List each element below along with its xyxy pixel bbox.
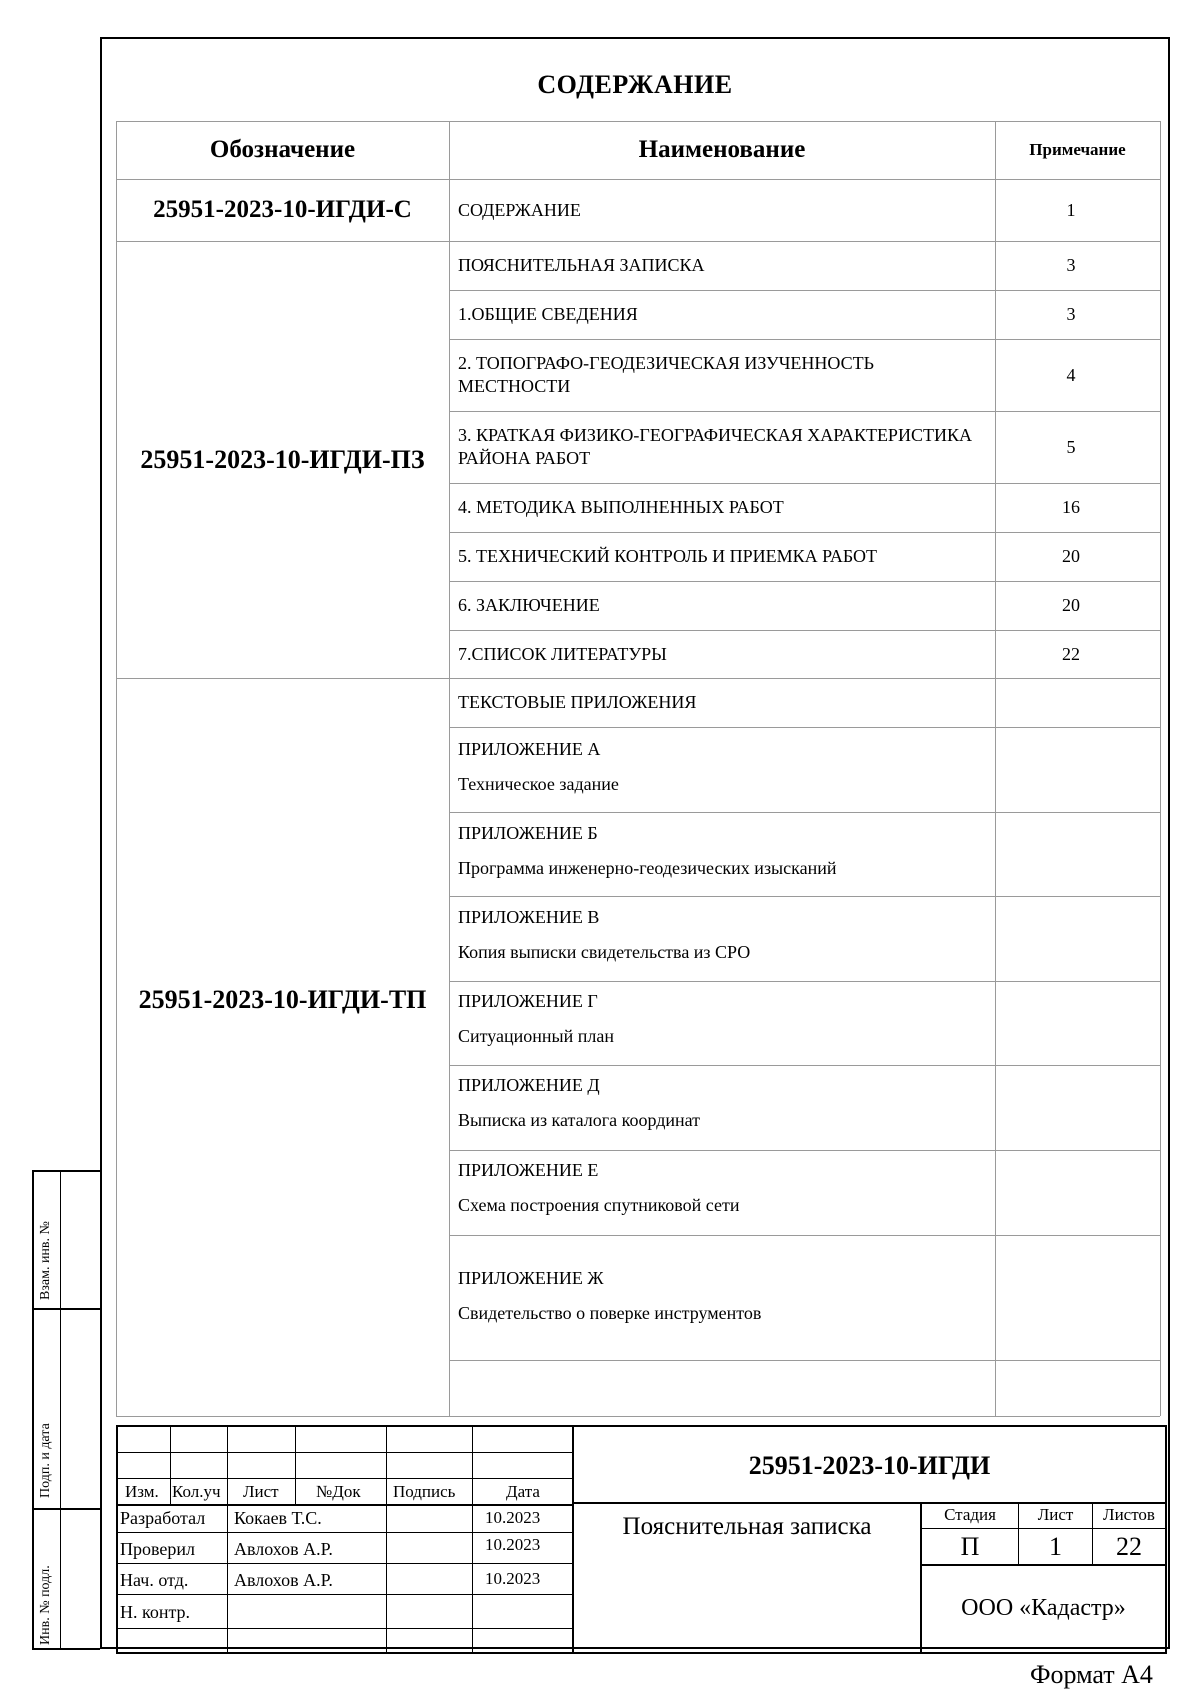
row-separator [449, 1150, 1160, 1151]
appendix-title: ПРИЛОЖЕНИЕ Г [458, 991, 598, 1011]
stamp-border-right [1165, 1425, 1167, 1654]
stamp-line [116, 1563, 574, 1564]
section-name: 2. ТОПОГРАФО-ГЕОДЕЗИЧЕСКАЯ ИЗУЧЕННОСТЬ МЕСТНОСТИ [458, 353, 874, 396]
section-name: ПОЯСНИТЕЛЬНАЯ ЗАПИСКА [458, 255, 705, 275]
stamp-line [920, 1564, 1167, 1566]
stamp-line [116, 1594, 574, 1595]
side-strip-line [32, 1170, 34, 1650]
stamp-date: 10.2023 [485, 1535, 541, 1554]
page-number: 3 [1066, 255, 1076, 275]
stamp-line [170, 1425, 171, 1505]
section-name: 4. МЕТОДИКА ВЫПОЛНЕННЫХ РАБОТ [458, 497, 784, 517]
stamp-line [116, 1452, 574, 1453]
page-number: 20 [1062, 546, 1080, 566]
stamp-line [116, 1504, 574, 1506]
appendix-title: ПРИЛОЖЕНИЕ Ж [458, 1268, 604, 1288]
side-label-inv-orig: Инв. № подл. [38, 1565, 53, 1645]
section-name: 5. ТЕХНИЧЕСКИЙ КОНТРОЛЬ И ПРИЕМКА РАБОТ [458, 546, 878, 566]
row-separator [449, 981, 1160, 982]
stamp-border-top [116, 1425, 1167, 1427]
designation-code: 25951-2023-10-ИГДИ-С [153, 196, 412, 223]
appendix-subtitle: Свидетельство о поверке инструментов [458, 1303, 762, 1323]
column-header-name: Наименование [638, 136, 806, 163]
section-name: СОДЕРЖАНИЕ [458, 199, 581, 220]
section-name: 6. ЗАКЛЮЧЕНИЕ [458, 595, 600, 615]
side-strip-line [60, 1170, 61, 1650]
stamp-header-date: Дата [506, 1482, 540, 1501]
stamp-person: Кокаев Т.С. [234, 1508, 322, 1528]
stamp-header-doc: №Док [316, 1482, 361, 1501]
stamp-line [572, 1502, 1167, 1504]
section-name: 1.ОБЩИЕ СВЕДЕНИЯ [458, 304, 638, 324]
stamp-sheets-label: Листов [1103, 1505, 1155, 1524]
row-separator [449, 1065, 1160, 1066]
page-number: 4 [1066, 364, 1076, 385]
format-label: Формат А4 [1030, 1660, 1153, 1689]
stamp-person: Авлохов А.Р. [234, 1539, 333, 1559]
page-number: 16 [1062, 497, 1080, 517]
section-name: 7.СПИСОК ЛИТЕРАТУРЫ [458, 644, 667, 664]
side-strip-line [32, 1308, 100, 1310]
stamp-line [920, 1528, 1167, 1529]
stamp-organization: ООО «Кадастр» [961, 1595, 1126, 1621]
stamp-stage-label: Стадия [944, 1505, 996, 1524]
appendix-title: ПРИЛОЖЕНИЕ А [458, 739, 601, 759]
stamp-line [116, 1628, 574, 1629]
stamp-header-izm: Изм. [125, 1482, 159, 1501]
stamp-person: Авлохов А.Р. [234, 1570, 333, 1590]
table-border-bottom [116, 1416, 1160, 1417]
row-separator [449, 1235, 1160, 1236]
stamp-line [116, 1532, 574, 1533]
table-divider-1 [449, 121, 450, 1416]
stamp-line [386, 1425, 387, 1654]
page-number: 20 [1062, 595, 1080, 615]
stamp-role: Нач. отд. [120, 1570, 189, 1590]
appendix-title: ПРИЛОЖЕНИЕ Е [458, 1160, 599, 1180]
stamp-stage: П [960, 1532, 980, 1561]
stamp-border-left [116, 1425, 118, 1654]
stamp-border-bottom [116, 1652, 1167, 1654]
page-number: 1 [1066, 199, 1076, 220]
designation-code: 25951-2023-10-ИГДИ-ТП [138, 985, 427, 1014]
appendix-subtitle: Программа инженерно-геодезических изысканий [458, 858, 837, 878]
appendix-title: ПРИЛОЖЕНИЕ Б [458, 823, 598, 843]
row-separator [449, 896, 1160, 897]
section-name: ТЕКСТОВЫЕ ПРИЛОЖЕНИЯ [458, 692, 697, 712]
appendix-title: ПРИЛОЖЕНИЕ В [458, 907, 600, 927]
stamp-header-sign: Подпись [393, 1482, 456, 1501]
stamp-header-list: Лист [243, 1482, 279, 1501]
page-number: 22 [1062, 644, 1080, 664]
side-label-inv-replace: Взам. инв. № [38, 1221, 53, 1300]
stamp-date: 10.2023 [485, 1569, 541, 1588]
stamp-header-kol: Кол.уч [172, 1482, 221, 1501]
stamp-sheet: 1 [1049, 1532, 1062, 1561]
side-label-sign-date: Подп. и дата [38, 1423, 53, 1498]
row-separator [449, 727, 1160, 728]
appendix-title: ПРИЛОЖЕНИЕ Д [458, 1075, 600, 1095]
stamp-line [116, 1478, 574, 1479]
stamp-line [295, 1425, 296, 1505]
page-number: 3 [1066, 304, 1076, 324]
designation-code: 25951-2023-10-ИГДИ-ПЗ [140, 445, 425, 474]
side-strip-line [32, 1170, 100, 1172]
row-separator [449, 1360, 1160, 1361]
appendix-subtitle: Выписка из каталога координат [458, 1110, 701, 1130]
side-strip-line [32, 1648, 100, 1650]
side-strip-line [32, 1508, 100, 1510]
stamp-date: 10.2023 [485, 1508, 541, 1527]
column-header-designation: Обозначение [209, 136, 356, 163]
appendix-subtitle: Схема построения спутниковой сети [458, 1195, 740, 1215]
stamp-sheet-label: Лист [1037, 1505, 1074, 1524]
stamp-role: Н. контр. [120, 1602, 191, 1622]
column-header-note: Примечание [1029, 140, 1126, 159]
section-name: 3. КРАТКАЯ ФИЗИКО-ГЕОГРАФИЧЕСКАЯ ХАРАКТЕРИСТИКА РАЙОНА РАБОТ [458, 425, 972, 468]
stamp-doc-title: Пояснительная записка [622, 1513, 872, 1540]
table-border-right [1160, 121, 1161, 1416]
table-border-left [116, 121, 117, 1416]
page-title: СОДЕРЖАНИЕ [537, 70, 733, 99]
stamp-role: Разработал [120, 1508, 206, 1528]
stamp-line [472, 1425, 473, 1654]
stamp-role: Проверил [120, 1539, 195, 1559]
stamp-line [227, 1425, 228, 1654]
page-number: 5 [1066, 436, 1076, 457]
appendix-subtitle: Ситуационный план [458, 1026, 615, 1046]
appendix-subtitle: Копия выписки свидетельства из СРО [458, 942, 751, 962]
stamp-sheets: 22 [1116, 1532, 1142, 1561]
row-separator [449, 812, 1160, 813]
appendix-subtitle: Техническое задание [458, 774, 619, 794]
stamp-doc-code: 25951-2023-10-ИГДИ [748, 1451, 991, 1480]
